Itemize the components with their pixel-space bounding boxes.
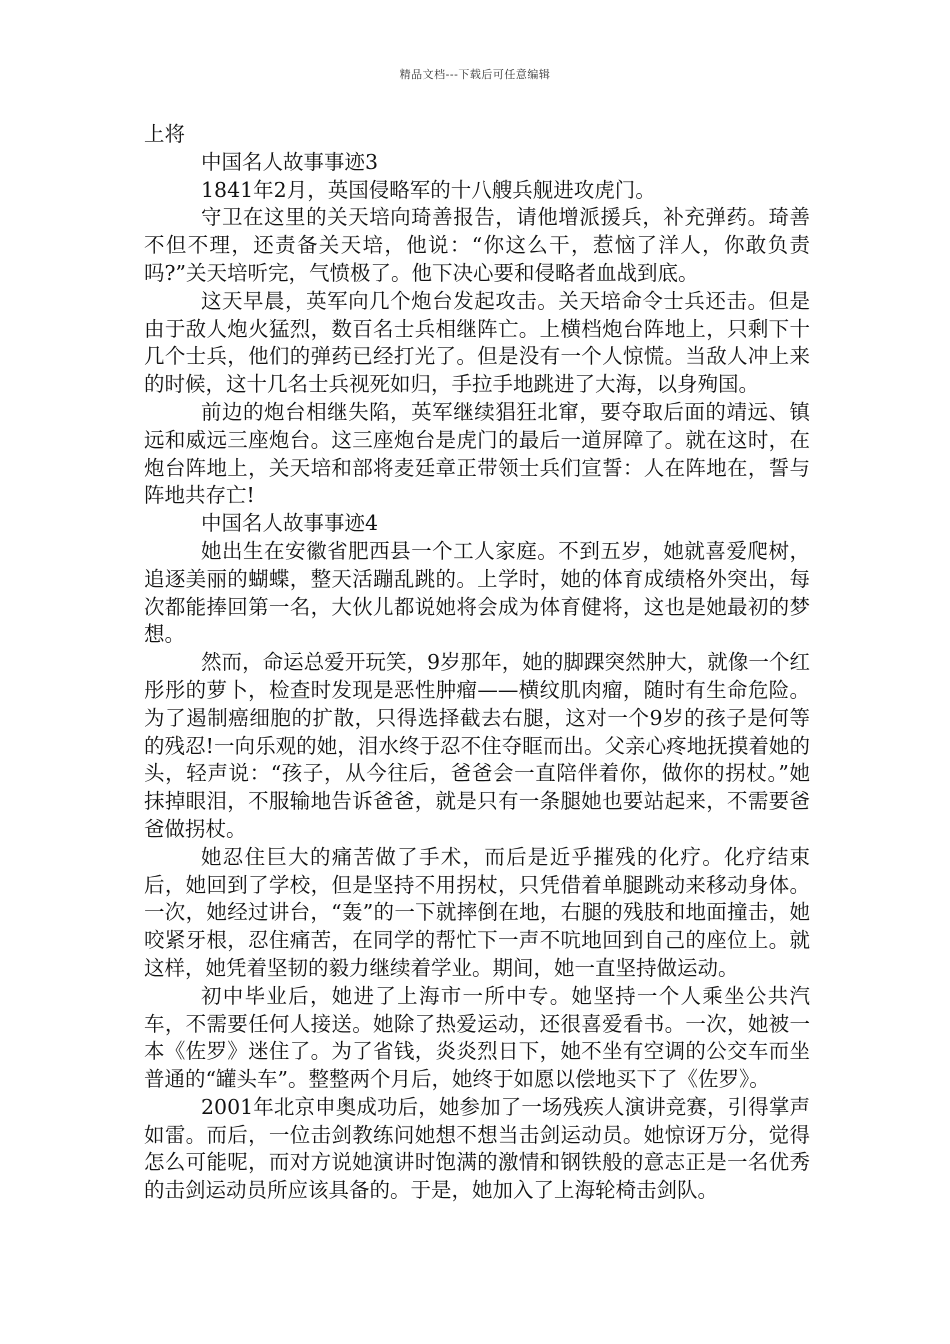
paragraph: 她忍住巨大的痛苦做了手术，而后是近乎摧残的化疗。化疗结束后，她回到了学校，但是坚持不用拐杖，只凭借着单腿跳动来移动身体。一次，她经过讲台，“轰”的一下就摔倒在地，右腿的残肢和地面撞击，她咬紧牙根，忍住痛苦，在同学的帮忙下一声不吭地回到自己的座位上。就这样，她凭着坚韧的毅力继续着学业。期间，她一直坚持做运动。: [144, 844, 810, 980]
paragraph: 初中毕业后，她进了上海市一所中专。她坚持一个人乘坐公共汽车，不需要任何人接送。她除了热爱运动，还很喜爱看书。一次，她被一本《佐罗》迷住了。为了省钱，炎炎烈日下，她不坐有空调的公交车而坐普通的“罐头车”。整整两个月后，她终于如愿以偿地买下了《佐罗》。: [144, 983, 810, 1092]
paragraph: 上将: [144, 122, 185, 146]
paragraph: 1841年2月，英国侵略军的十八艘兵舰进攻虎门。: [200, 177, 656, 202]
paragraph: 前边的炮台相继失陷，英军继续猖狂北窜，要夺取后面的靖远、镇远和威远三座炮台。这三座炮台是虎门的最后一道屏障了。就在这时，在炮台阵地上，关天培和部将麦廷章正带领士兵们宣誓：人在阵地在，誓与阵地共存亡!: [144, 399, 810, 508]
page-header: 精品文档---下载后可任意编辑: [399, 68, 551, 81]
section-heading: 中国名人故事事迹3: [200, 149, 379, 174]
paragraph: 守卫在这里的关天培向琦善报告，请他增派援兵，补充弹药。琦善不但不理，还责备关天培，他说：“你这么干，惹恼了洋人，你敢负责吗?”关天培听完，气愤极了。他下决心要和侵略者血战到底。: [144, 205, 810, 285]
paragraph: 然而，命运总爱开玩笑，9岁那年，她的脚踝突然肿大，就像一个红彤彤的萝卜，检查时发现是恶性肿瘤——横纹肌肉瘤，随时有生命危险。为了遏制癌细胞的扩散，只得选择截去右腿，这对一个9岁的孩子是何等的残忍!一向乐观的她，泪水终于忍不住夺眶而出。父亲心疼地抚摸着她的头，轻声说：“孩子，从今往后，爸爸会一直陪伴着你，做你的拐杖。”她抹掉眼泪，不服输地告诉爸爸，就是只有一条腿她也要站起来，不需要爸爸做拐杖。: [144, 650, 810, 841]
section-heading: 中国名人故事事迹4: [200, 511, 379, 536]
paragraph: 她出生在安徽省肥西县一个工人家庭。不到五岁，她就喜爱爬树，追逐美丽的蝴蝶，整天活蹦乱跳的。上学时，她的体育成绩格外突出，每次都能捧回第一名，大伙儿都说她将会成为体育健将，这也是她最初的梦想。: [144, 538, 810, 647]
paragraph: 2001年北京申奥成功后，她参加了一场残疾人演讲竞赛，引得掌声如雷。而后，一位击剑教练问她想不想当击剑运动员。她惊讶万分，觉得怎么可能呢，而对方说她演讲时饱满的激情和钢铁般的意志正是一名优秀的击剑运动员所应该具备的。于是，她加入了上海轮椅击剑队。: [144, 1094, 810, 1203]
paragraph: 这天早晨，英军向几个炮台发起攻击。关天培命令士兵还击。但是由于敌人炮火猛烈，数百名士兵相继阵亡。上横档炮台阵地上，只剩下十几个士兵，他们的弹药已经打光了。但是没有一个人惊慌。当敌人冲上来的时候，这十几名士兵视死如归，手拉手地跳进了大海，以身殉国。: [144, 288, 810, 397]
document-body: [144, 121, 810, 1205]
